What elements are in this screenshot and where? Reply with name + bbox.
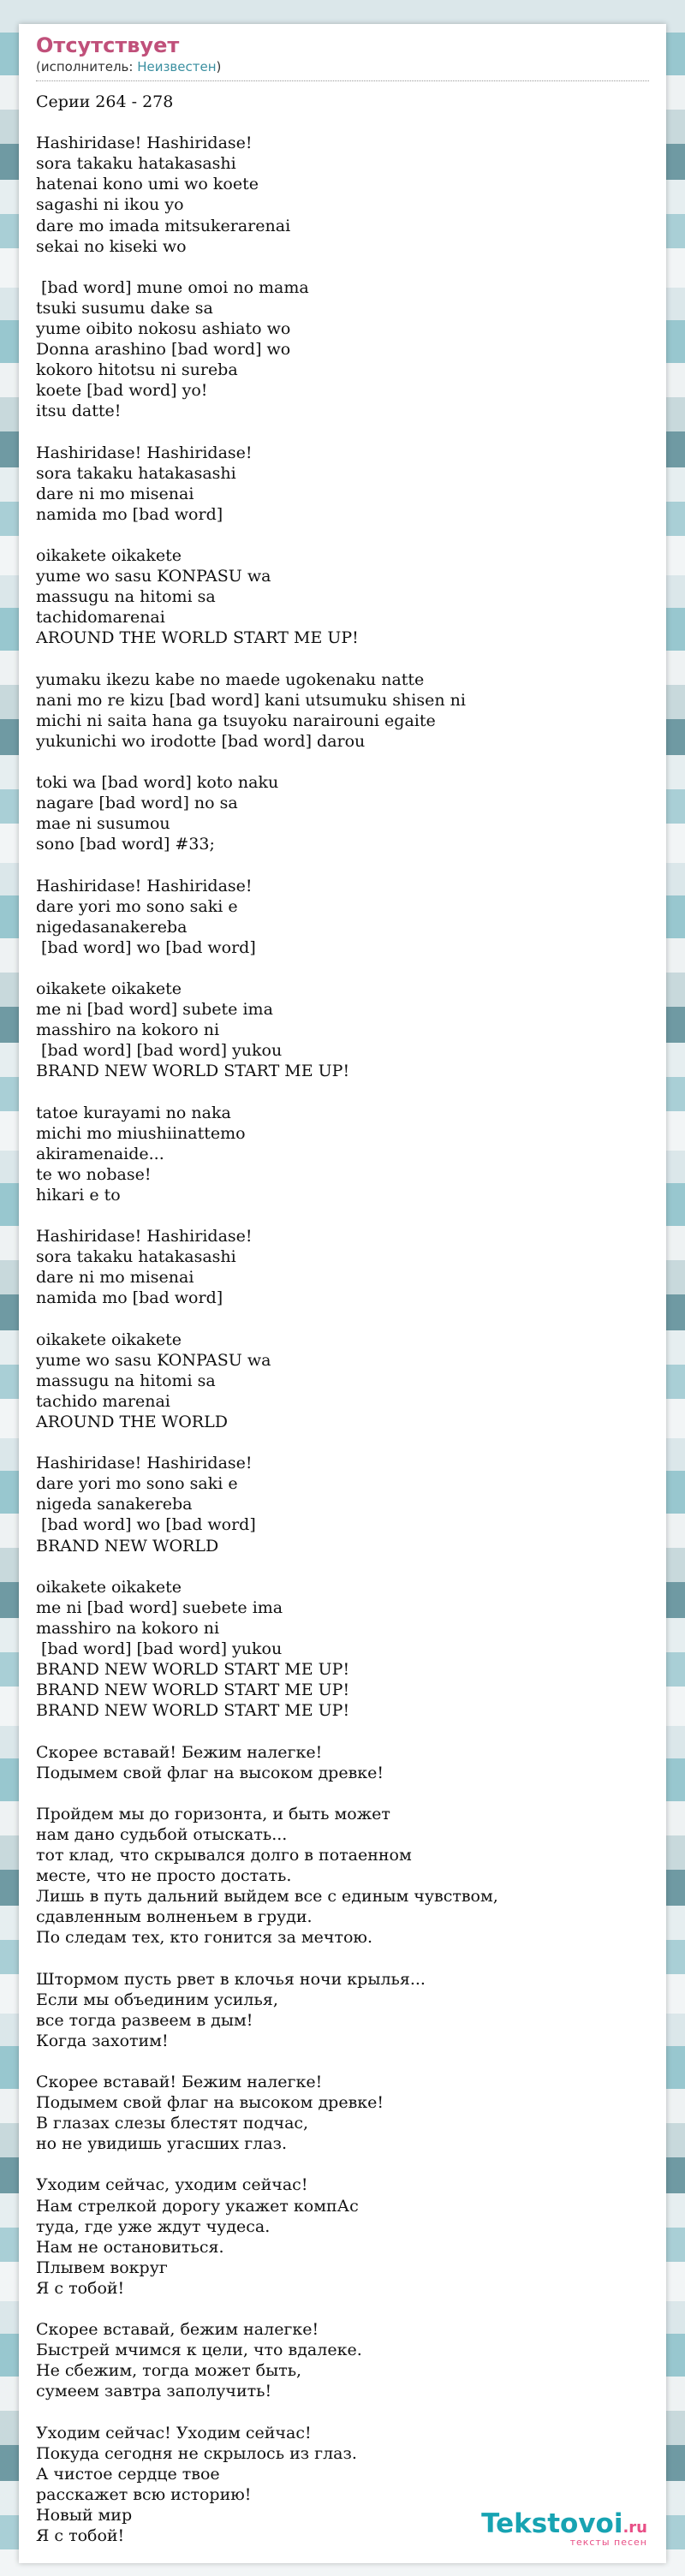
lyric-line: AROUND THE WORLD <box>36 1413 228 1431</box>
lyric-blank-line <box>36 2154 649 2174</box>
lyric-line: Hashiridase! Hashiridase! <box>36 876 253 895</box>
lyric-line: yumaku ikezu kabe no maede ugokenaku natte <box>36 669 425 689</box>
lyric-blank-line <box>36 649 649 669</box>
lyric-blank-line <box>36 854 649 875</box>
lyric-line: А чистое сердце твое <box>36 2464 220 2484</box>
lyric-line: dare mo imada mitsukerarenai <box>36 216 291 235</box>
lyric-line: sora takaku hatakasashi <box>36 463 236 483</box>
lyric-line: yume oibito nokosu ashiato wo <box>36 319 291 339</box>
lyric-blank-line <box>36 1721 649 1741</box>
lyric-line: Hashiridase! Hashiridase! <box>36 443 253 462</box>
artist-link[interactable]: Неизвестен <box>137 59 217 74</box>
logo-wordmark: Tekstovoi <box>481 2508 623 2539</box>
lyric-line: oikakete oikakete <box>36 979 182 999</box>
lyric-line: oikakete oikakete <box>36 546 182 566</box>
lyric-blank-line <box>36 422 649 443</box>
lyric-line: michi ni saita hana ga tsuyoku narairouni egaite <box>36 711 436 730</box>
lyric-blank-line <box>36 2051 649 2072</box>
lyric-line: nigedasanakereba <box>36 917 188 937</box>
lyric-line: massugu na hitomi sa <box>36 1371 216 1390</box>
lyric-line: Скорее вставай! Бежим налегке! <box>36 1742 323 1762</box>
lyric-line: [bad word] wo [bad word] <box>36 937 256 957</box>
lyric-line: masshiro na kokoro ni <box>36 1618 220 1638</box>
site-logo[interactable] <box>481 2509 647 2548</box>
lyric-line: По следам тех, кто гонится за мечтою. <box>36 1928 373 1948</box>
lyric-line: tachidomarenai <box>36 608 165 628</box>
lyric-line: massugu na hitomi sa <box>36 587 216 607</box>
artist-prefix: (исполнитель: <box>36 59 138 74</box>
lyric-blank-line <box>36 2299 649 2319</box>
lyric-line: BRAND NEW WORLD START ME UP! <box>36 1660 350 1680</box>
lyric-blank-line <box>36 958 649 979</box>
logo-tagline: тексты песен <box>569 2537 647 2548</box>
lyric-line: BRAND NEW WORLD START ME UP! <box>36 1062 350 1081</box>
lyric-line: все тогда развеем в дым! <box>36 2010 253 2030</box>
lyric-line: oikakete oikakete <box>36 1330 182 1349</box>
lyric-line: Уходим сейчас, уходим сейчас! <box>36 2175 308 2195</box>
lyric-line: Пройдем мы до горизонта, и быть может <box>36 1804 390 1823</box>
lyric-line: [bad word] mune omoi no mama <box>36 277 309 297</box>
lyric-line: BRAND NEW WORLD START ME UP! <box>36 1701 350 1721</box>
lyric-line: kokoro hitotsu ni sureba <box>36 360 238 380</box>
lyric-line: [bad word] [bad word] yukou <box>36 1639 283 1659</box>
lyric-blank-line <box>36 2402 649 2423</box>
lyric-line: сумеем завтра заполучить! <box>36 2382 272 2401</box>
lyric-line: Если мы объединим усилья, <box>36 1990 278 2009</box>
song-header <box>19 24 666 81</box>
lyric-line: sekai no kiseki wo <box>36 236 187 256</box>
lyric-line: Я с тобой! <box>36 2526 125 2546</box>
lyric-line: yume wo sasu KONPASU wa <box>36 567 271 586</box>
lyric-line: BRAND NEW WORLD START ME UP! <box>36 1681 350 1700</box>
lyric-line: sora takaku hatakasashi <box>36 154 236 174</box>
lyric-line: Нам стрелкой дорогу укажет компАс <box>36 2196 359 2216</box>
lyric-line: Новый мир <box>36 2505 133 2525</box>
lyric-line: me ni [bad word] suebete ima <box>36 1597 283 1617</box>
lyric-line: oikakete oikakete <box>36 1577 182 1597</box>
lyric-line: туда, где уже ждут чудеса. <box>36 2216 271 2236</box>
lyric-line: Подымем свой флаг на высоком древке! <box>36 1763 384 1782</box>
lyric-line: нам дано судьбой отыскать... <box>36 1824 288 1844</box>
lyric-line: Штормом пусть рвет в клочья ночи крылья... <box>36 1969 426 1989</box>
song-title: Отсутствует <box>36 33 180 57</box>
lyric-line: dare yori mo sono saki e <box>36 1474 238 1494</box>
lyric-line: сдавленным волненьем в груди. <box>36 1907 313 1927</box>
lyric-blank-line <box>36 1432 649 1453</box>
lyric-line: michi mo miushiinattemo <box>36 1123 246 1143</box>
lyric-line: yume wo sasu KONPASU wa <box>36 1350 271 1370</box>
lyric-line: sora takaku hatakasashi <box>36 1247 236 1267</box>
lyric-blank-line <box>36 1205 649 1226</box>
lyric-line: Уходим сейчас! Уходим сейчас! <box>36 2423 312 2442</box>
lyric-blank-line <box>36 1948 649 1968</box>
lyric-blank-line <box>36 1082 649 1103</box>
lyric-line: Подымем свой флаг на высоком древке! <box>36 2093 384 2113</box>
lyric-line: [bad word] wo [bad word] <box>36 1515 256 1535</box>
lyric-line: Серии 264 - 278 <box>36 92 174 111</box>
lyric-blank-line <box>36 257 649 277</box>
lyric-line: dare ni mo misenai <box>36 484 194 503</box>
lyric-line: tachido marenai <box>36 1391 170 1411</box>
lyric-line: tatoe kurayami no naka <box>36 1103 231 1122</box>
lyric-line: sono [bad word] #33; <box>36 835 215 854</box>
lyric-line: te wo nobase! <box>36 1164 152 1184</box>
lyric-line: nagare [bad word] no sa <box>36 794 238 813</box>
lyric-line: mae ni susumou <box>36 814 170 834</box>
lyric-line: В глазах слезы блестят подчас, <box>36 2114 309 2133</box>
lyric-line: [bad word] [bad word] yukou <box>36 1041 283 1061</box>
lyric-line: Нам не остановиться. <box>36 2237 224 2257</box>
lyric-line: Плывем вокруг <box>36 2258 168 2277</box>
lyric-line: Donna arashino [bad word] wo <box>36 340 291 360</box>
lyric-blank-line <box>36 1556 649 1577</box>
lyric-line: toki wa [bad word] koto naku <box>36 773 279 793</box>
logo-tld: .ru <box>622 2519 647 2537</box>
lyrics-card <box>19 24 666 2563</box>
lyric-line: Быстрей мчимся к цели, что вдалеке. <box>36 2341 362 2360</box>
lyric-line: Лишь в путь дальний выйдем все с единым чувством, <box>36 1887 498 1907</box>
lyric-line: Когда захотим! <box>36 2031 169 2050</box>
lyric-line: yukunichi wo irodotte [bad word] darou <box>36 731 366 751</box>
artist-line <box>36 58 649 75</box>
lyric-line: BRAND NEW WORLD <box>36 1536 219 1556</box>
lyric-line: Покуда сегодня не скрылось из глаз. <box>36 2443 357 2463</box>
lyric-line: AROUND THE WORLD START ME UP! <box>36 628 359 648</box>
lyric-line: koete [bad word] yo! <box>36 381 208 401</box>
lyric-line: masshiro na kokoro ni <box>36 1020 220 1040</box>
lyric-line: тот клад, что скрывался долго в потаенном <box>36 1845 412 1865</box>
lyrics-text <box>19 81 666 2546</box>
lyric-blank-line <box>36 1783 649 1804</box>
lyric-line: dare yori mo sono saki e <box>36 896 238 916</box>
lyric-blank-line <box>36 1309 649 1330</box>
lyric-line: sagashi ni ikou yo <box>36 195 184 215</box>
lyric-blank-line <box>36 752 649 772</box>
lyric-line: nigeda sanakereba <box>36 1495 193 1514</box>
lyric-line: namida mo [bad word] <box>36 504 223 524</box>
lyric-line: Скорее вставай, бежим налегке! <box>36 2320 319 2340</box>
lyric-line: Hashiridase! Hashiridase! <box>36 1454 253 1473</box>
lyric-line: Hashiridase! Hashiridase! <box>36 134 253 153</box>
lyric-blank-line <box>36 112 649 133</box>
lyric-line: itsu datte! <box>36 402 122 421</box>
lyric-line: Скорее вставай! Бежим налегке! <box>36 2073 323 2091</box>
lyric-line: dare ni mo misenai <box>36 1268 194 1288</box>
lyric-line: nani mo re kizu [bad word] kani utsumuku shisen ni <box>36 690 466 710</box>
lyric-line: me ni [bad word] subete ima <box>36 1000 273 1020</box>
lyric-line: месте, что не просто достать. <box>36 1866 292 1886</box>
lyric-line: расскажет всю историю! <box>36 2484 252 2504</box>
lyric-line: но не увидишь угасших глаз. <box>36 2134 287 2154</box>
lyric-line: Hashiridase! Hashiridase! <box>36 1227 253 1246</box>
lyric-line: tsuki susumu dake sa <box>36 298 213 318</box>
lyric-line: hikari e to <box>36 1185 121 1205</box>
lyric-line: namida mo [bad word] <box>36 1288 223 1308</box>
lyric-line: Я с тобой! <box>36 2278 125 2298</box>
lyric-blank-line <box>36 525 649 545</box>
lyric-line: akiramenaide... <box>36 1144 164 1163</box>
lyric-line: hatenai kono umi wo koete <box>36 175 259 194</box>
lyric-line: Не сбежим, тогда может быть, <box>36 2361 302 2381</box>
artist-suffix: ) <box>216 59 222 74</box>
